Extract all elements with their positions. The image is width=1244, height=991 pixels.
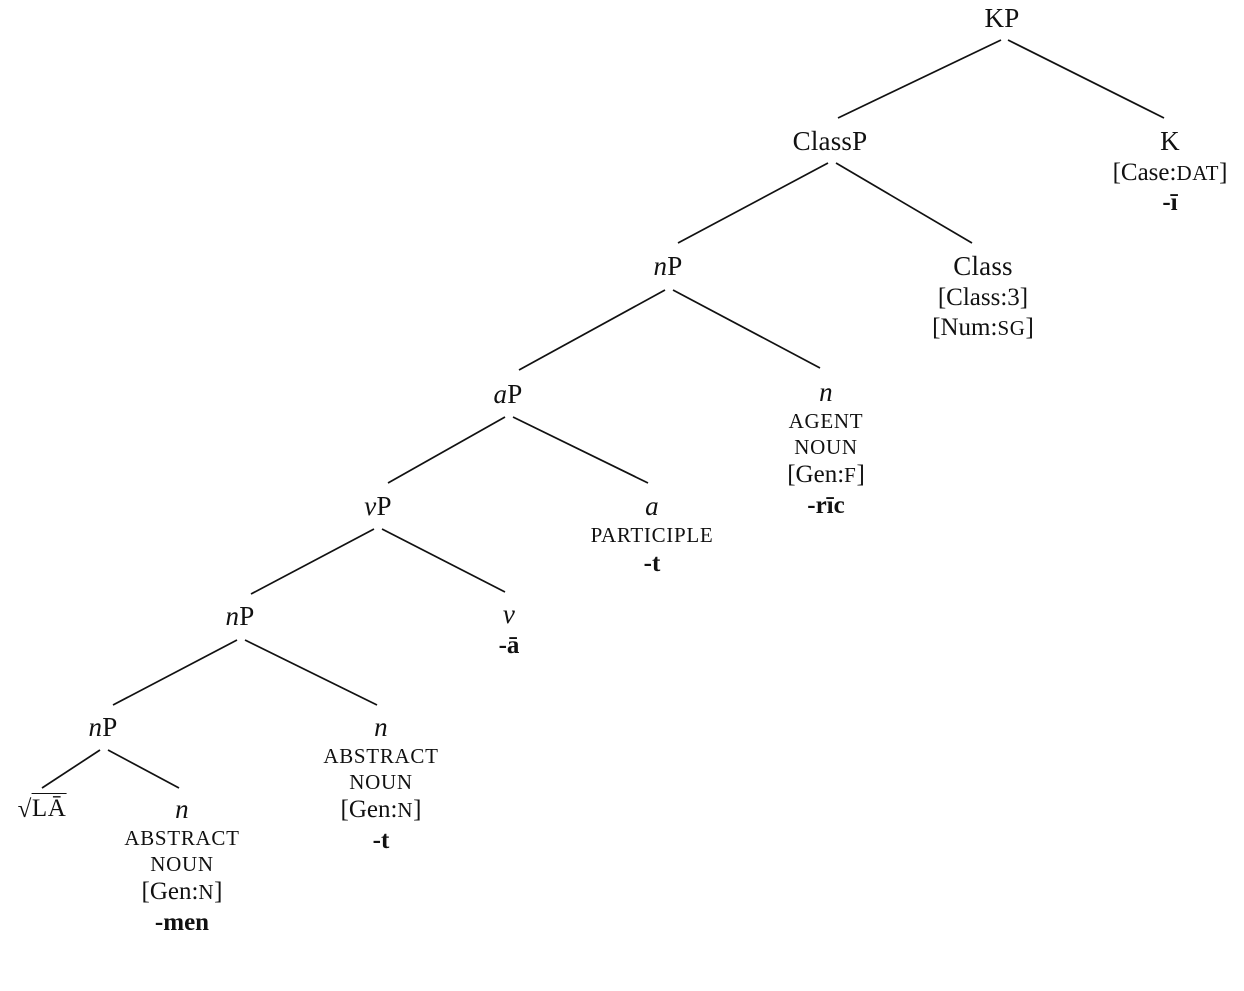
node-n-mid-feature-noun: NOUN (349, 769, 413, 794)
node-classp (793, 125, 868, 158)
node-a-label: a (645, 491, 659, 521)
node-n-mid-morpheme: -t (372, 826, 390, 854)
node-n-mid-label: n (374, 712, 388, 742)
node-np-top-label: nP (653, 251, 683, 281)
node-n-mid (323, 711, 438, 856)
node-root (18, 793, 67, 825)
node-root-label (18, 793, 67, 825)
node-np-mid-label: nP (225, 601, 255, 631)
node-n-agent-feature-noun: NOUN (794, 434, 858, 459)
node-k (1113, 125, 1228, 219)
node-num-feature: [Num:SG] (932, 314, 1034, 342)
node-n-low-gender: [Gen:N] (141, 878, 223, 906)
node-vp-label: vP (364, 491, 392, 521)
node-n-low (124, 793, 239, 938)
node-a (591, 490, 714, 579)
node-n-agent-morpheme: -rīc (807, 491, 845, 519)
node-class-label: Class (953, 251, 1013, 281)
node-ap (494, 378, 523, 411)
node-n-low-feature-abstract: ABSTRACT (124, 825, 240, 850)
node-a-morpheme: -t (643, 549, 661, 577)
node-vp (364, 490, 391, 523)
node-n-agent-feature-agent: AGENT (788, 408, 864, 433)
node-k-morpheme: -ī (1162, 189, 1178, 217)
node-n-low-label: n (175, 794, 189, 824)
node-n-agent-gender: [Gen:F] (787, 461, 865, 489)
radical-sign: √ (17, 796, 32, 823)
node-k-case-feature: [Case:DAT] (1112, 158, 1228, 186)
node-n-low-morpheme: -men (154, 908, 210, 936)
node-n-low-feature-noun: NOUN (150, 851, 214, 876)
node-classp-label: ClassP (792, 126, 868, 156)
node-np-low-label: nP (88, 712, 118, 742)
node-n-agent (787, 376, 865, 521)
node-root-text: LĀ (32, 793, 67, 825)
node-n-mid-feature-abstract: ABSTRACT (323, 743, 439, 768)
node-n-agent-label: n (819, 377, 833, 407)
node-v-morpheme: -ā (498, 631, 520, 659)
node-class (932, 250, 1034, 344)
node-k-label: K (1160, 126, 1180, 156)
node-n-mid-gender: [Gen:N] (340, 796, 422, 824)
node-v-label: v (502, 599, 516, 629)
node-np-top (654, 250, 683, 283)
node-class-feature: [Class:3] (937, 283, 1029, 311)
node-ap-label: aP (493, 379, 523, 409)
node-kp (985, 2, 1020, 35)
node-v (499, 598, 520, 661)
node-a-feature-participle: PARTICIPLE (590, 522, 714, 547)
node-np-mid (226, 600, 255, 633)
node-np-low (89, 711, 118, 744)
node-kp-label: KP (984, 3, 1020, 33)
